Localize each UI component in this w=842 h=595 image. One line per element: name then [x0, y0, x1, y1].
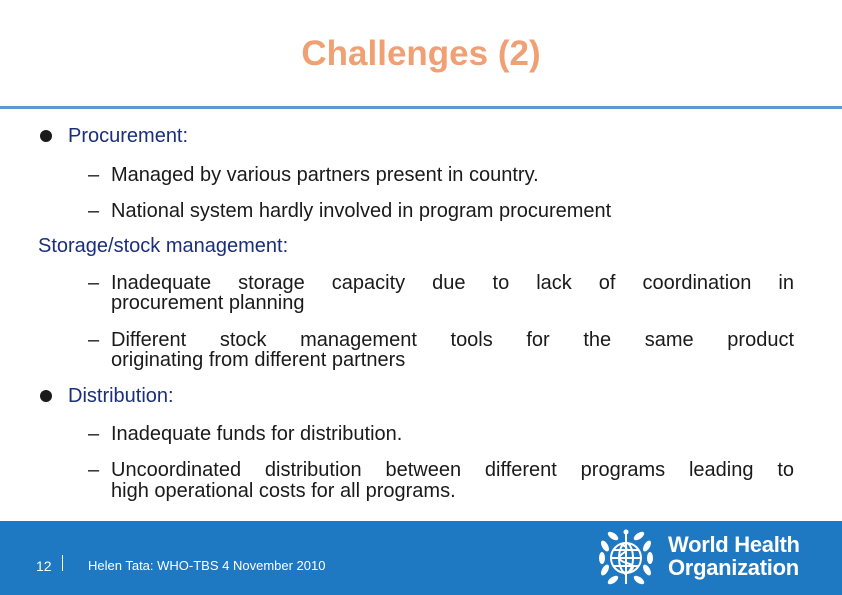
dash-icon: –	[88, 329, 100, 351]
procurement-item-2: National system hardly involved in program procurement	[111, 200, 612, 222]
storage-item-2-line-1: Different stock management tools for the same product	[111, 329, 794, 351]
org-name	[668, 533, 800, 579]
who-emblem-icon	[592, 524, 660, 592]
section-heading-procurement: Procurement:	[68, 125, 189, 147]
distribution-item-2-line-1: Uncoordinated distribution between different programs leading to	[111, 459, 794, 481]
bullet-dot-icon	[40, 390, 52, 402]
bullet-dot-icon	[40, 130, 52, 142]
org-name-line-2: Organization	[668, 555, 799, 580]
page-number: 12	[36, 558, 52, 574]
storage-item-1-line-1: Inadequate storage capacity due to lack of coordination in	[111, 272, 794, 294]
page-number-divider	[62, 555, 63, 571]
footer-credit: Helen Tata: WHO-TBS 4 November 2010	[88, 558, 326, 573]
dash-icon: –	[88, 423, 100, 445]
distribution-item-1: Inadequate funds for distribution.	[111, 423, 403, 445]
footer-bar	[0, 521, 842, 595]
slide-title: Challenges (2)	[301, 34, 541, 73]
distribution-item-2-line-2: high operational costs for all programs.	[111, 480, 456, 502]
procurement-item-1: Managed by various partners present in country.	[111, 164, 539, 186]
org-name-line-1: World Health	[668, 532, 800, 557]
dash-icon: –	[88, 272, 100, 294]
storage-item-1-line-2: procurement planning	[111, 292, 305, 314]
section-heading-distribution: Distribution:	[68, 385, 174, 407]
storage-item-2-line-2: originating from different partners	[111, 349, 406, 371]
section-heading-storage: Storage/stock management:	[38, 235, 289, 257]
dash-icon: –	[88, 200, 100, 222]
title-divider	[0, 106, 842, 109]
dash-icon: –	[88, 164, 100, 186]
dash-icon: –	[88, 459, 100, 481]
